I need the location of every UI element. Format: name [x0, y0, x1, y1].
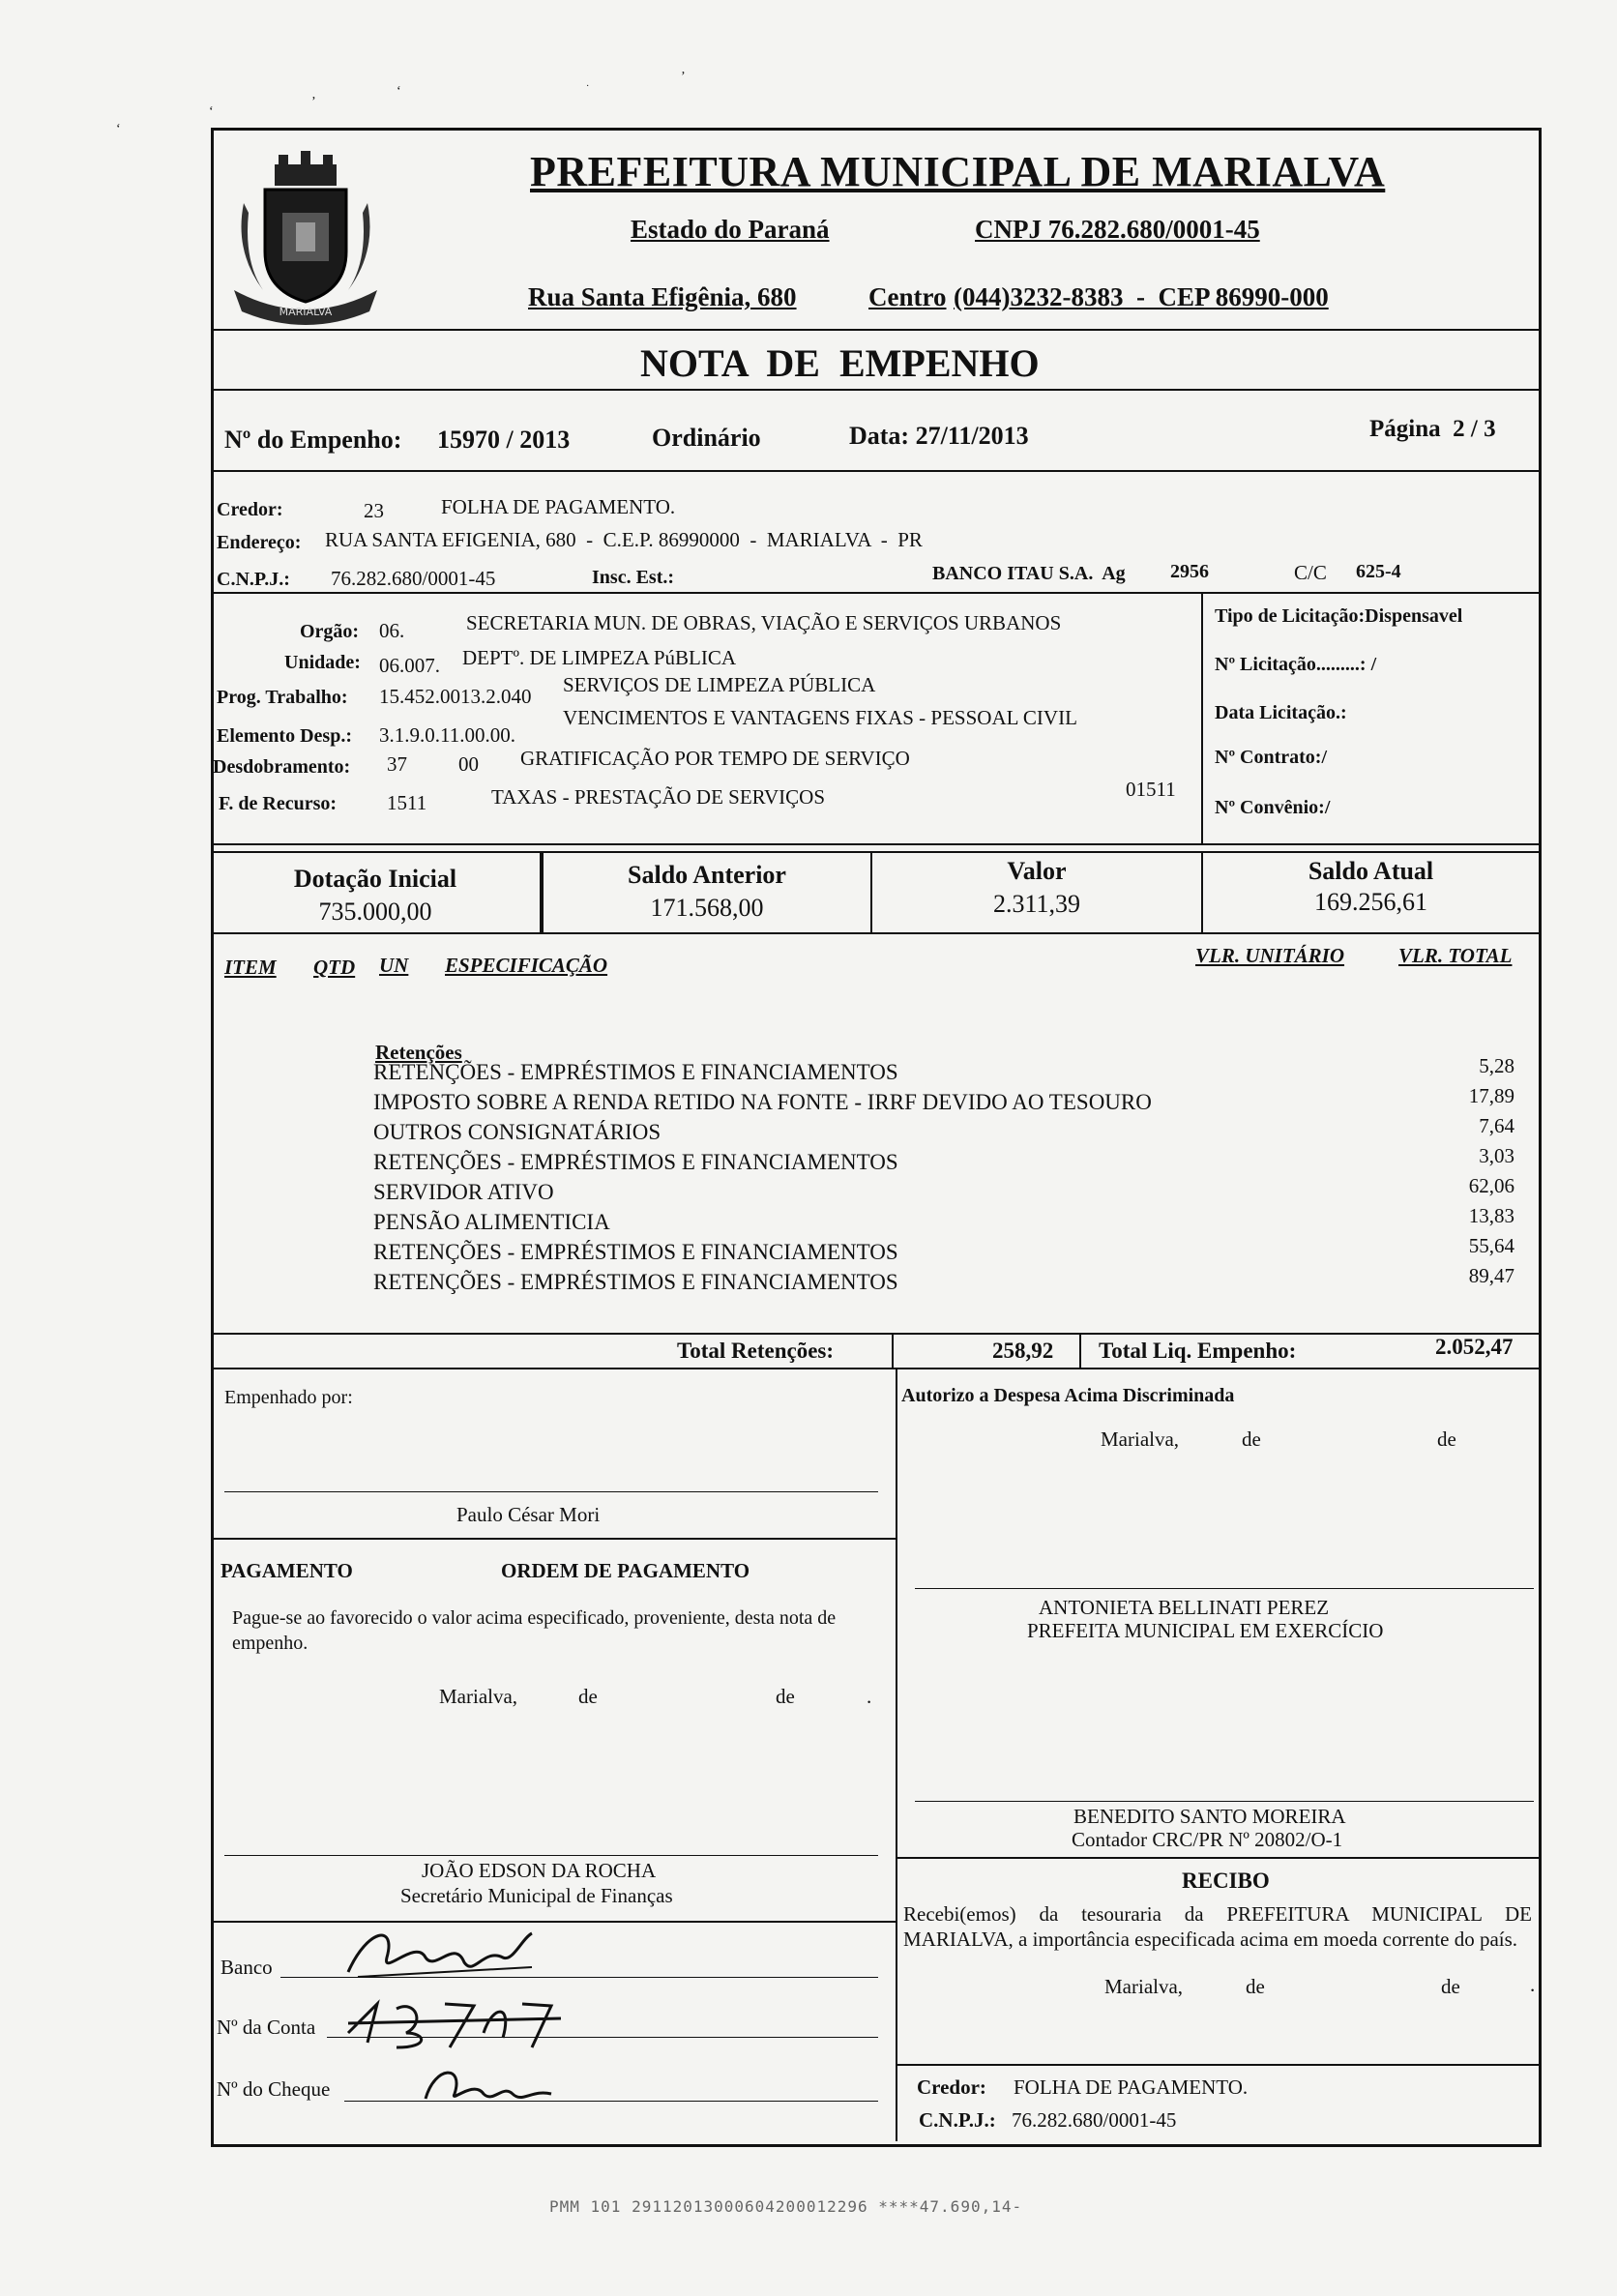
- pagamento-label: PAGAMENTO: [220, 1559, 353, 1582]
- pagamento-city: Marialva,: [439, 1685, 518, 1708]
- recibo-title: RECIBO: [1182, 1869, 1270, 1893]
- divider: [896, 2064, 1539, 2066]
- contrato-numero: Nº Contrato:/: [1215, 747, 1328, 768]
- secretario-title: Secretário Municipal de Finanças: [400, 1884, 673, 1907]
- divider: [211, 592, 1539, 594]
- state-name: Estado do Paraná: [631, 215, 830, 244]
- secretario-name: JOÃO EDSON DA ROCHA: [422, 1859, 657, 1882]
- elemento-label: Elemento Desp.:: [217, 725, 352, 747]
- retencao-value: 55,64: [1468, 1234, 1514, 1257]
- dotacao-cell: [211, 851, 542, 934]
- scan-specks: ‘ ‘ ’ ‘ · ’: [116, 70, 686, 136]
- divider: [896, 1857, 1539, 1859]
- retencao-desc: RETENÇÕES - EMPRÉSTIMOS E FINANCIAMENTOS: [373, 1060, 898, 1084]
- autorizo-de2: de: [1437, 1428, 1456, 1451]
- unidade-label: Unidade:: [284, 652, 361, 673]
- prog-name: SERVIÇOS DE LIMPEZA PÚBLICA: [563, 673, 876, 696]
- col-qtd: QTD: [313, 956, 356, 979]
- signer1-name: Paulo César Mori: [456, 1503, 601, 1526]
- retencao-desc: IMPOSTO SOBRE A RENDA RETIDO NA FONTE - IRRF DEVIDO AO TESOURO: [373, 1090, 1152, 1114]
- col-unit-value: VLR. UNITÁRIO: [1195, 944, 1345, 967]
- licitacao-tipo: Tipo de Licitação:Dispensavel: [1215, 605, 1463, 627]
- divider: [211, 470, 1539, 472]
- retencao-value: 62,06: [1468, 1174, 1514, 1197]
- dotacao-label: Dotação Inicial: [293, 865, 457, 893]
- divider: [892, 1333, 894, 1369]
- bottom-code: PMM 101 29112013000604200012296 ****47.690,14-: [549, 2197, 1023, 2216]
- orgao-code: 06.: [379, 619, 405, 642]
- retencao-desc: PENSÃO ALIMENTICIA: [373, 1210, 610, 1234]
- credor-footer-value: FOLHA DE PAGAMENTO.: [1014, 2075, 1249, 2099]
- recibo-city: Marialva,: [1104, 1975, 1184, 1998]
- signature-line: [915, 1588, 1534, 1589]
- pague-se-text: Pague-se ao favorecido o valor acima especificado, proveniente, desta nota de empenho.: [232, 1607, 837, 1654]
- signature-line: [224, 1491, 878, 1492]
- empenho-date: Data: 27/11/2013: [849, 422, 1029, 450]
- divider: [1201, 592, 1203, 845]
- col-especificacao: ESPECIFICAÇÃO: [445, 954, 608, 977]
- retencao-desc: SERVIDOR ATIVO: [373, 1180, 554, 1204]
- municipality-title: PREFEITURA MUNICIPAL DE MARIALVA: [530, 148, 1386, 195]
- divider: [211, 389, 1539, 391]
- retencao-value: 3,03: [1479, 1144, 1514, 1167]
- banco-label: Banco: [220, 1956, 273, 1979]
- cnpj-value: 76.282.680/0001-45: [331, 567, 496, 590]
- retencao-desc: RETENÇÕES - EMPRÉSTIMOS E FINANCIAMENTOS: [373, 1240, 898, 1264]
- convenio-numero: Nº Convênio:/: [1215, 797, 1331, 818]
- total-retencoes-value: 258,92: [992, 1339, 1054, 1363]
- anterior-value: 171.568,00: [650, 894, 764, 922]
- recurso-name: TAXAS - PRESTAÇÃO DE SERVIÇOS: [491, 785, 825, 809]
- retencoes-title: Retenções: [375, 1041, 462, 1064]
- endereco-value: RUA SANTA EFIGENIA, 680 - C.E.P. 86990000 - MARIALVA - PR: [325, 528, 923, 551]
- total-retencoes-label: Total Retenções:: [677, 1339, 835, 1363]
- banco-signature: [338, 1919, 551, 1991]
- cheque-signature: [416, 2060, 571, 2113]
- total-liquido-label: Total Liq. Empenho:: [1099, 1339, 1297, 1363]
- page-indicator: Página 2 / 3: [1369, 416, 1496, 442]
- cheque-label: Nº do Cheque: [217, 2077, 331, 2101]
- desdobramento-sub: 00: [458, 752, 479, 776]
- retencao-desc: OUTROS CONSIGNATÁRIOS: [373, 1120, 662, 1144]
- bank-account: 625-4: [1356, 561, 1401, 582]
- licitacao-data: Data Licitação.:: [1215, 702, 1347, 723]
- pagamento-de1: de: [578, 1685, 598, 1708]
- autorizo-city: Marialva,: [1101, 1428, 1180, 1451]
- col-item: ITEM: [224, 956, 277, 979]
- unidade-code: 06.007.: [379, 654, 440, 677]
- signature-line: [915, 1801, 1534, 1802]
- endereco-label: Endereço:: [217, 532, 302, 553]
- divider: [896, 1368, 897, 2141]
- recibo-text: Recebi(emos) da tesouraria da PREFEITURA MUNICIPAL DE MARIALVA, a importância especificada acima em moeda corrente do país.: [903, 1902, 1532, 1951]
- empenho-label: Nº do Empenho:: [224, 426, 402, 454]
- prog-code: 15.452.0013.2.040: [379, 685, 532, 708]
- saldos-box: [211, 851, 1539, 934]
- orgao-name: SECRETARIA MUN. DE OBRAS, VIAÇÃO E SERVIÇOS URBANOS: [466, 611, 1062, 634]
- retencao-desc: RETENÇÕES - EMPRÉSTIMOS E FINANCIAMENTOS: [373, 1150, 898, 1174]
- district: Centro: [868, 282, 947, 311]
- divider: [211, 1921, 896, 1923]
- recurso-label: F. de Recurso:: [219, 793, 338, 814]
- coat-of-arms-icon: [215, 145, 397, 339]
- recibo-de2: de: [1441, 1975, 1460, 1998]
- pagamento-de2: de: [776, 1685, 795, 1708]
- contador-name: BENEDITO SANTO MOREIRA: [1073, 1805, 1346, 1828]
- prog-label: Prog. Trabalho:: [217, 687, 348, 708]
- insc-label: Insc. Est.:: [592, 567, 675, 588]
- cnpj-footer-label: C.N.P.J.:: [919, 2108, 996, 2132]
- elemento-code: 3.1.9.0.11.00.00.: [379, 723, 515, 747]
- licitacao-numero: Nº Licitação.........: /: [1215, 654, 1377, 675]
- divider: [211, 1368, 1539, 1369]
- bank-agency: 2956: [1170, 561, 1209, 582]
- atual-cell: [1203, 851, 1539, 934]
- signature-line: [224, 1855, 878, 1856]
- ordem-pagamento-label: ORDEM DE PAGAMENTO: [501, 1559, 750, 1582]
- phone-cep: (044)3232-8383 - CEP 86990-000: [954, 282, 1329, 311]
- anterior-label: Saldo Anterior: [628, 861, 786, 889]
- bank-name: BANCO ITAU S.A. Ag: [932, 563, 1126, 584]
- valor-cell: [872, 851, 1203, 934]
- prefeita-title: PREFEITA MUNICIPAL EM EXERCÍCIO: [1027, 1619, 1384, 1642]
- divider: [211, 843, 1539, 845]
- autorizo-de1: de: [1242, 1428, 1261, 1451]
- cnpj-header: CNPJ 76.282.680/0001-45: [975, 215, 1260, 244]
- bank-cc-label: C/C: [1294, 561, 1327, 584]
- retencao-value: 5,28: [1479, 1054, 1514, 1077]
- prefeita-name: ANTONIETA BELLINATI PEREZ: [1039, 1596, 1330, 1619]
- dotacao-value: 735.000,00: [318, 898, 432, 926]
- divider: [211, 329, 1539, 331]
- divider: [211, 1333, 1539, 1335]
- anterior-cell: [542, 851, 872, 934]
- col-un: UN: [379, 954, 409, 977]
- valor-value: 2.311,39: [992, 890, 1081, 918]
- credor-name: FOLHA DE PAGAMENTO.: [441, 495, 676, 518]
- desdobramento-label: Desdobramento:: [213, 756, 351, 778]
- retencao-value: 89,47: [1468, 1264, 1514, 1287]
- conta-label: Nº da Conta: [217, 2016, 316, 2039]
- total-liquido-value: 2.052,47: [1435, 1335, 1514, 1359]
- credor-label: Credor:: [217, 499, 283, 520]
- retencao-value: 7,64: [1479, 1114, 1514, 1137]
- svg-text:MARIALVA: MARIALVA: [279, 306, 333, 318]
- document-title: NOTA DE EMPENHO: [640, 341, 1040, 385]
- elemento-name: VENCIMENTOS E VANTAGENS FIXAS - PESSOAL CIVIL: [563, 706, 1077, 729]
- empenhado-por-label: Empenhado por:: [224, 1387, 353, 1408]
- retencao-desc: RETENÇÕES - EMPRÉSTIMOS E FINANCIAMENTOS: [373, 1270, 898, 1294]
- col-total-value: VLR. TOTAL: [1398, 944, 1513, 967]
- empenho-number: 15970 / 2013: [437, 426, 571, 454]
- credor-code: 23: [364, 499, 384, 522]
- recurso-code: 1511: [387, 791, 427, 814]
- retencao-value: 17,89: [1468, 1084, 1514, 1107]
- divider: [1079, 1333, 1081, 1369]
- valor-label: Valor: [1007, 857, 1067, 885]
- unidade-name: DEPTº. DE LIMPEZA PúBLICA: [462, 646, 737, 669]
- desdobramento-name: GRATIFICAÇÃO POR TEMPO DE SERVIÇO: [520, 747, 910, 770]
- autorizo-label: Autorizo a Despesa Acima Discriminada: [901, 1385, 1235, 1406]
- conta-signature: [338, 1994, 571, 2057]
- atual-label: Saldo Atual: [1308, 857, 1434, 885]
- divider: [211, 1538, 896, 1540]
- cnpj-footer-value: 76.282.680/0001-45: [1012, 2108, 1177, 2132]
- cnpj-label: C.N.P.J.:: [217, 569, 290, 590]
- recibo-de1: de: [1246, 1975, 1265, 1998]
- orgao-label: Orgão:: [300, 621, 360, 642]
- street-address: Rua Santa Efigênia, 680: [528, 282, 797, 311]
- atual-value: 169.256,61: [1314, 888, 1427, 916]
- contador-title: Contador CRC/PR Nº 20802/O-1: [1072, 1828, 1343, 1851]
- recurso-ref: 01511: [1126, 778, 1176, 801]
- desdobramento-code: 37: [387, 752, 407, 776]
- credor-footer-label: Credor:: [917, 2075, 986, 2099]
- retencao-value: 13,83: [1468, 1204, 1514, 1227]
- empenho-type: Ordinário: [652, 424, 761, 452]
